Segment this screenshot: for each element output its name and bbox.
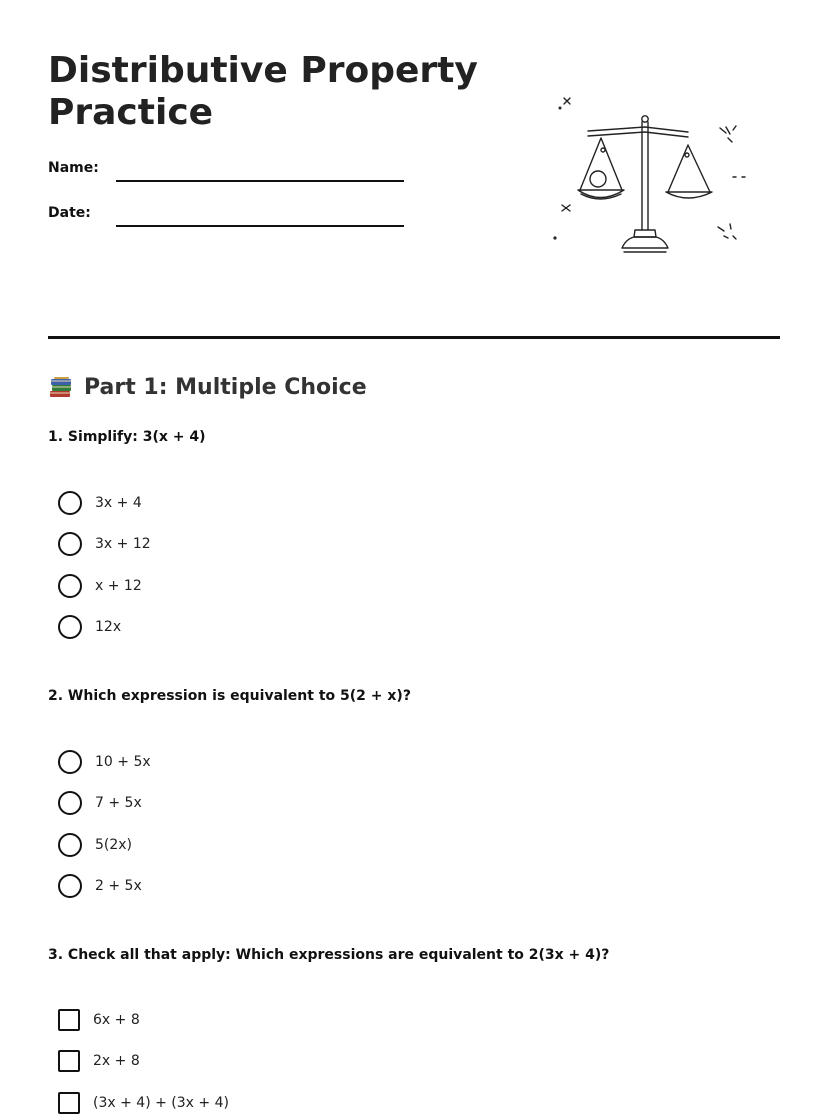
option-label: 2x + 8 <box>93 1053 140 1069</box>
q1-option-2[interactable] <box>58 531 151 557</box>
part1-title: Part 1: Multiple Choice <box>84 374 367 400</box>
radio-button[interactable] <box>58 491 82 515</box>
q2-option-3[interactable] <box>58 832 132 858</box>
checkbox[interactable] <box>58 1050 80 1072</box>
part1-heading <box>48 374 367 400</box>
q2-option-2[interactable] <box>58 790 142 816</box>
option-label: 10 + 5x <box>95 754 151 770</box>
question-3: 3. Check all that apply: Which expressions are equivalent to 2(3x + 4)? <box>48 947 610 963</box>
option-label: 2 + 5x <box>95 878 142 894</box>
option-label: 6x + 8 <box>93 1012 140 1028</box>
q2-option-4[interactable] <box>58 873 142 899</box>
option-label: 5(2x) <box>95 837 133 853</box>
date-field <box>48 205 408 235</box>
radio-button[interactable] <box>58 532 82 556</box>
section-divider <box>48 336 780 339</box>
q1-option-4[interactable] <box>58 614 121 640</box>
books-icon <box>48 374 74 400</box>
name-field <box>48 160 408 190</box>
radio-button[interactable] <box>58 615 82 639</box>
option-label: 3x + 4 <box>95 495 142 511</box>
option-label: x + 12 <box>95 578 142 594</box>
q3-option-3[interactable] <box>58 1090 229 1116</box>
radio-button[interactable] <box>58 874 82 898</box>
q1-option-1[interactable] <box>58 490 142 516</box>
date-label: Date: <box>48 205 91 221</box>
option-label: 12x <box>95 619 122 635</box>
q2-option-1[interactable] <box>58 749 151 775</box>
radio-button[interactable] <box>58 574 82 598</box>
radio-button[interactable] <box>58 750 82 774</box>
option-label: 3x + 12 <box>95 536 151 552</box>
name-label: Name: <box>48 160 99 176</box>
date-input-line[interactable] <box>116 225 404 227</box>
q1-option-3[interactable] <box>58 573 142 599</box>
sparkle-icon <box>554 98 745 239</box>
option-label: (3x + 4) + (3x + 4) <box>93 1095 229 1111</box>
name-input-line[interactable] <box>116 180 404 182</box>
question-1: 1. Simplify: 3(x + 4) <box>48 429 206 445</box>
option-label: 7 + 5x <box>95 795 142 811</box>
checkbox[interactable] <box>58 1009 80 1031</box>
radio-button[interactable] <box>58 791 82 815</box>
question-2: 2. Which expression is equivalent to 5(2 + x)? <box>48 688 411 704</box>
checkbox[interactable] <box>58 1092 80 1114</box>
radio-button[interactable] <box>58 833 82 857</box>
q3-option-2[interactable] <box>58 1048 140 1074</box>
page-title: Distributive Property Practice <box>48 50 478 133</box>
balance-scale-icon <box>548 90 758 260</box>
q3-option-1[interactable] <box>58 1007 140 1033</box>
